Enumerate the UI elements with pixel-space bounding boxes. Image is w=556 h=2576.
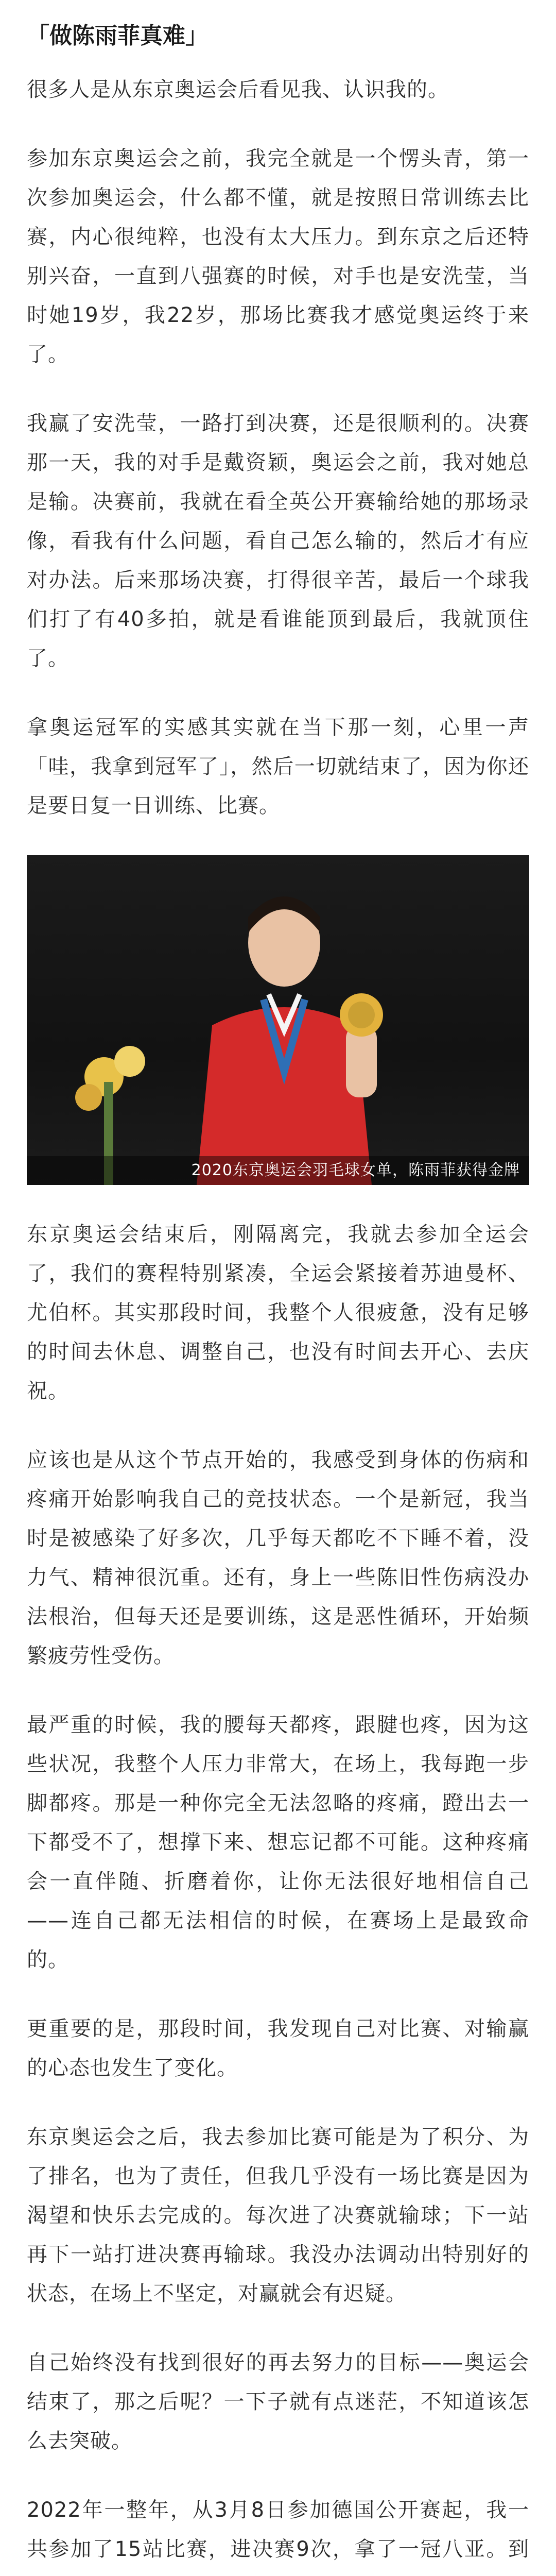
paragraph: 参加东京奥运会之前，我完全就是一个愣头青，第一次参加奥运会，什么都不懂，就是按照日常训练去比赛，内心很纯粹，也没有太大压力。到东京之后还特别兴奋，一直到八强赛的时候，对手也是安洗莹，当时她19岁，我22岁，那场比赛我才感觉奥运终于来了。 bbox=[27, 147, 529, 366]
paragraph: 拿奥运冠军的实感其实就在当下那一刻，心里一声「哇，我拿到冠军了」，然后一切就结束了，因为你还是要日复一日训练、比赛。 bbox=[27, 716, 529, 818]
article-title: 「做陈雨菲真难」 bbox=[27, 23, 208, 49]
paragraph: 东京奥运会之后，我去参加比赛可能是为了积分、为了排名，也为了责任，但我几乎没有一场比赛是因为渴望和快乐去完成的。每次进了决赛就输球；下一站再下一站打进决赛再输球。我没办法调动出特别好的状态，在场上不坚定，对赢就会有迟疑。 bbox=[27, 2125, 529, 2306]
athlete-figure bbox=[27, 855, 529, 1185]
paragraph: 应该也是从这个节点开始的，我感受到身体的伤病和疼痛开始影响我自己的竞技状态。一个是新冠，我当时是被感染了好多次，几乎每天都吃不下睡不着，没力气、精神很沉重。还有，身上一些陈旧性伤病没办法根治，但每天还是要训练，这是恶性循环，开始频繁疲劳性受伤。 bbox=[27, 1448, 529, 1668]
paragraph: 自己始终没有找到很好的再去努力的目标——奥运会结束了，那之后呢？一下子就有点迷茫，不知道该怎么去突破。 bbox=[27, 2351, 529, 2453]
paragraph: 2022年一整年，从3月8日参加德国公开赛起，我一共参加了15站比赛，进决赛9次，拿了一冠八亚。到 bbox=[27, 2498, 529, 2561]
paragraph: 我赢了安洗莹，一路打到决赛，还是很顺利的。决赛那一天，我的对手是戴资颖，奥运会之前，我对她总是输。决赛前，我就在看全英公开赛输给她的那场录像，看我有什么问题，看自己怎么输的，然后才有应对办法。后来那场决赛，打得很辛苦，最后一个球我们打了有40多拍，就是看谁能顶到最后，我就顶住了。 bbox=[27, 412, 529, 670]
paragraph: 很多人是从东京奥运会后看见我、认识我的。 bbox=[27, 78, 449, 101]
photo-caption: 2020东京奥运会羽毛球女单，陈雨菲获得金牌 bbox=[27, 1156, 529, 1185]
tokyo-medal-photo bbox=[27, 855, 529, 1185]
paragraph: 最严重的时候，我的腰每天都疼，跟腱也疼，因为这些状况，我整个人压力非常大，在场上，我每跑一步脚都疼。那是一种你完全无法忽略的疼痛，蹬出去一下都受不了，想撑下来、想忘记都不可能。这种疼痛会一直伴随、折磨着你，让你无法很好地相信自己——连自己都无法相信的时候，在赛场上是最致命的。 bbox=[27, 1713, 529, 1972]
paragraph: 更重要的是，那段时间，我发现自己对比赛、对输赢的心态也发生了变化。 bbox=[27, 2017, 529, 2080]
paragraph: 东京奥运会结束后，刚隔离完，我就去参加全运会了，我们的赛程特别紧凑，全运会紧接着苏迪曼杯、尤伯杯。其实那段时间，我整个人很疲惫，没有足够的时间去休息、调整自己，也没有时间去开心、去庆祝。 bbox=[27, 1223, 529, 1403]
